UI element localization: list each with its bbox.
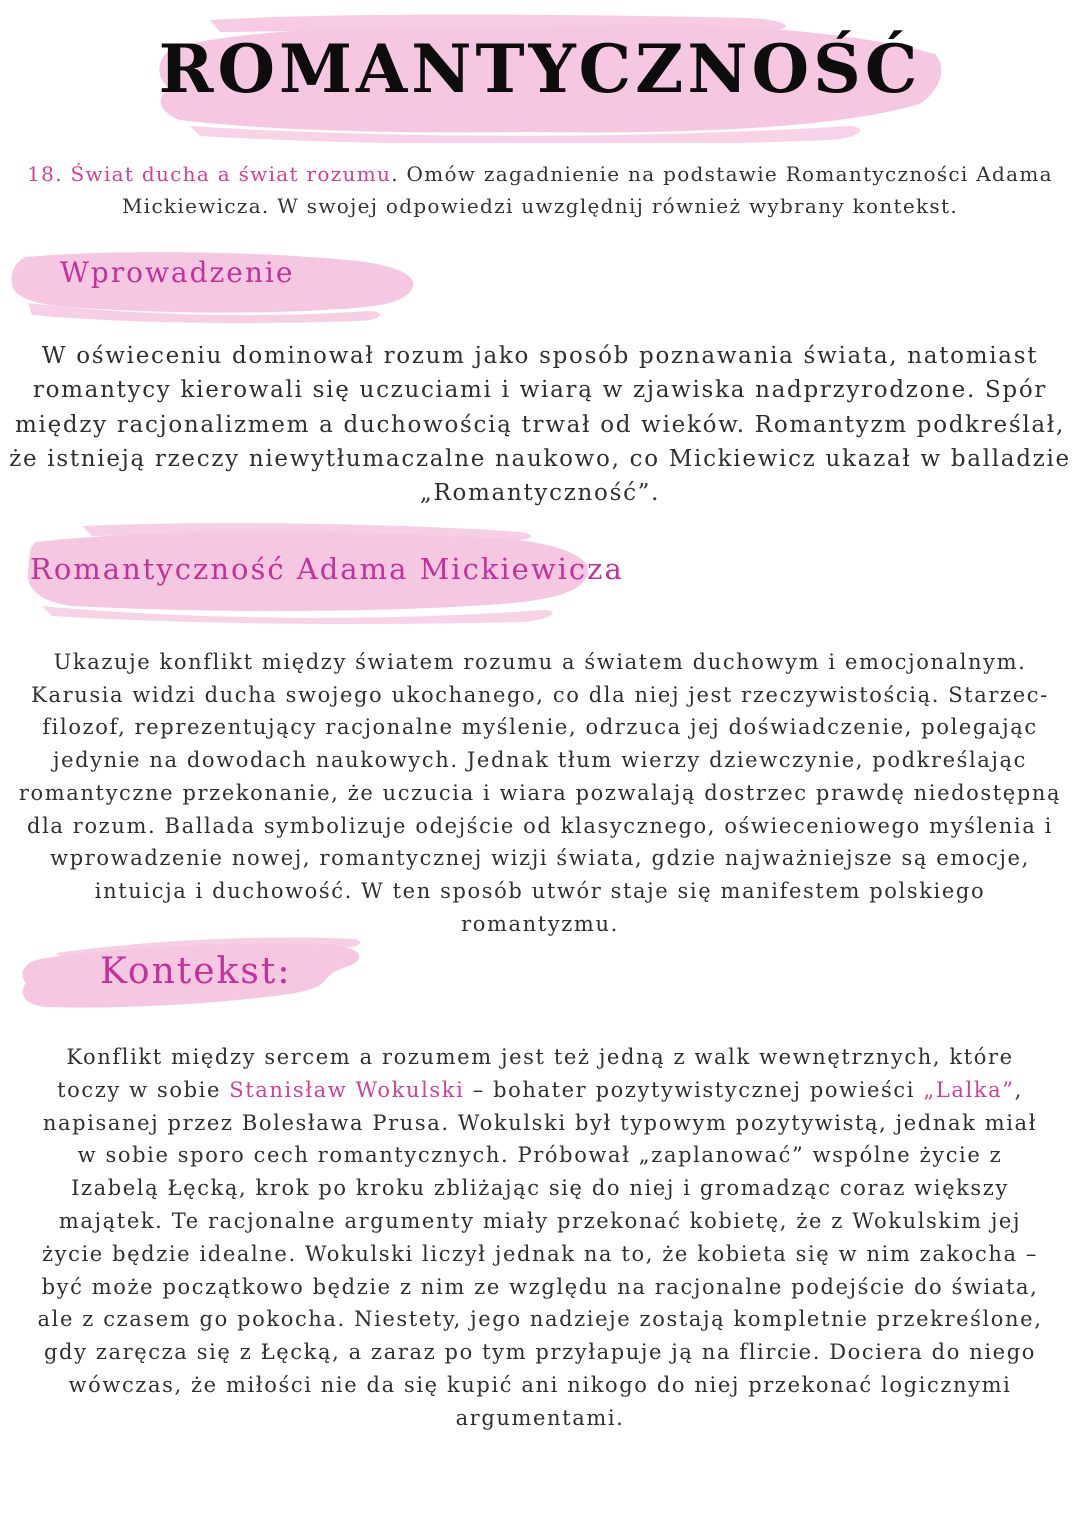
text-line: argumentami.: [455, 1405, 625, 1430]
text-line: Izabelą Łęcką, krok po kroku zbliżając się do niej i gromadząc coraz większy: [71, 1176, 1009, 1201]
text-fragment: toczy w sobie: [57, 1077, 230, 1102]
highlight-wokulski: Stanisław Wokulski: [229, 1077, 465, 1102]
page-title: ROMANTYCZNOŚĆ: [158, 30, 922, 108]
text-fragment: – bohater pozytywistycznej powieści: [464, 1077, 924, 1102]
ballad-paragraph: [5, 646, 1075, 940]
task-number: 18.: [27, 162, 63, 186]
task-line-1: [15, 158, 1065, 190]
text-line: że istnieją rzeczy niewytłumaczalne naukowo, co Mickiewicz ukazał w balladzie: [9, 445, 1071, 472]
text-line: wprowadzenie nowej, romantycznej wizji świata, gdzie najważniejsze są emocje,: [50, 846, 1030, 871]
highlight-lalka: „Lalka”: [923, 1077, 1015, 1102]
text-line: ale z czasem go pokocha. Niestety, jego nadzieje zostają kompletnie przekreślone,: [37, 1307, 1043, 1332]
task-statement: [15, 158, 1065, 222]
text-line: romantyzmu.: [461, 911, 619, 936]
text-line: być może początkowo będzie z nim ze względu na racjonalne podejście do świata,: [41, 1274, 1039, 1299]
text-line: napisanej przez Bolesława Prusa. Wokulski był typowym pozytywistą, jednak miał: [42, 1110, 1038, 1135]
text-line: życie będzie idealne. Wokulski liczył jednak na to, że kobieta się w nim zakocha –: [41, 1241, 1039, 1266]
text-line-with-highlights: [5, 1074, 1075, 1107]
text-line: romantycy kierowali się uczuciami i wiarą w zjawiska nadprzyrodzone. Spór: [32, 377, 1048, 404]
text-line: majątek. Te racjonalne argumenty miały przekonać kobietę, że z Wokulskim jej: [58, 1208, 1022, 1233]
context-paragraph: [5, 1041, 1075, 1435]
section-heading-intro: Wprowadzenie: [60, 256, 295, 289]
section-heading-ballad: Romantyczność Adama Mickiewicza: [30, 552, 624, 586]
task-topic: Świat ducha a świat rozumu: [70, 162, 392, 186]
text-line: między racjonalizmem a duchowością trwał od wieków. Romantyzm podkreślał,: [15, 411, 1065, 438]
section-heading-context: Kontekst:: [100, 951, 292, 992]
text-line: Konflikt między sercem a rozumem jest też jedną z walk wewnętrznych, które: [66, 1045, 1014, 1069]
text-fragment: ,: [1014, 1077, 1023, 1102]
text-line: w sobie sporo cech romantycznych. Próbował „zaplanować” wspólne życie z: [77, 1143, 1003, 1168]
task-line-2: Mickiewicza. W swojej odpowiedzi uwzględnij również wybrany kontekst.: [122, 194, 958, 218]
text-line: „Romantyczność”.: [419, 480, 661, 507]
text-line: gdy zaręcza się z Łęcką, a zaraz po tym przyłapuje ją na flircie. Dociera do niego: [44, 1340, 1036, 1365]
task-line-1-rest: . Omów zagadnienie na podstawie Romantyczności Adama: [391, 162, 1053, 186]
text-line: W oświeceniu dominował rozum jako sposób poznawania świata, natomiast: [41, 343, 1039, 369]
text-line: jedynie na dowodach naukowych. Jednak tłum wierzy dziewczynie, podkreślając: [52, 748, 1028, 773]
text-line: filozof, reprezentujący racjonalne myślenie, odrzuca jej doświadczenie, polegając: [42, 715, 1038, 740]
text-line: romantyczne przekonanie, że uczucia i wiara pozwalają dostrzec prawdę niedostępną: [18, 780, 1062, 805]
text-line: wówczas, że miłości nie da się kupić ani nikogo do niej przekonać logicznymi: [68, 1372, 1012, 1397]
intro-paragraph: [5, 339, 1075, 510]
text-line: intuicja i duchowość. W ten sposób utwór staje się manifestem polskiego: [94, 878, 986, 903]
text-line: dla rozum. Ballada symbolizuje odejście od klasycznego, oświeceniowego myślenia i: [27, 813, 1053, 838]
text-line: Ukazuje konflikt między światem rozumu a światem duchowym i emocjonalnym.: [53, 650, 1027, 674]
text-line: Karusia widzi ducha swojego ukochanego, co dla niej jest rzeczywistością. Starzec-: [31, 682, 1049, 707]
